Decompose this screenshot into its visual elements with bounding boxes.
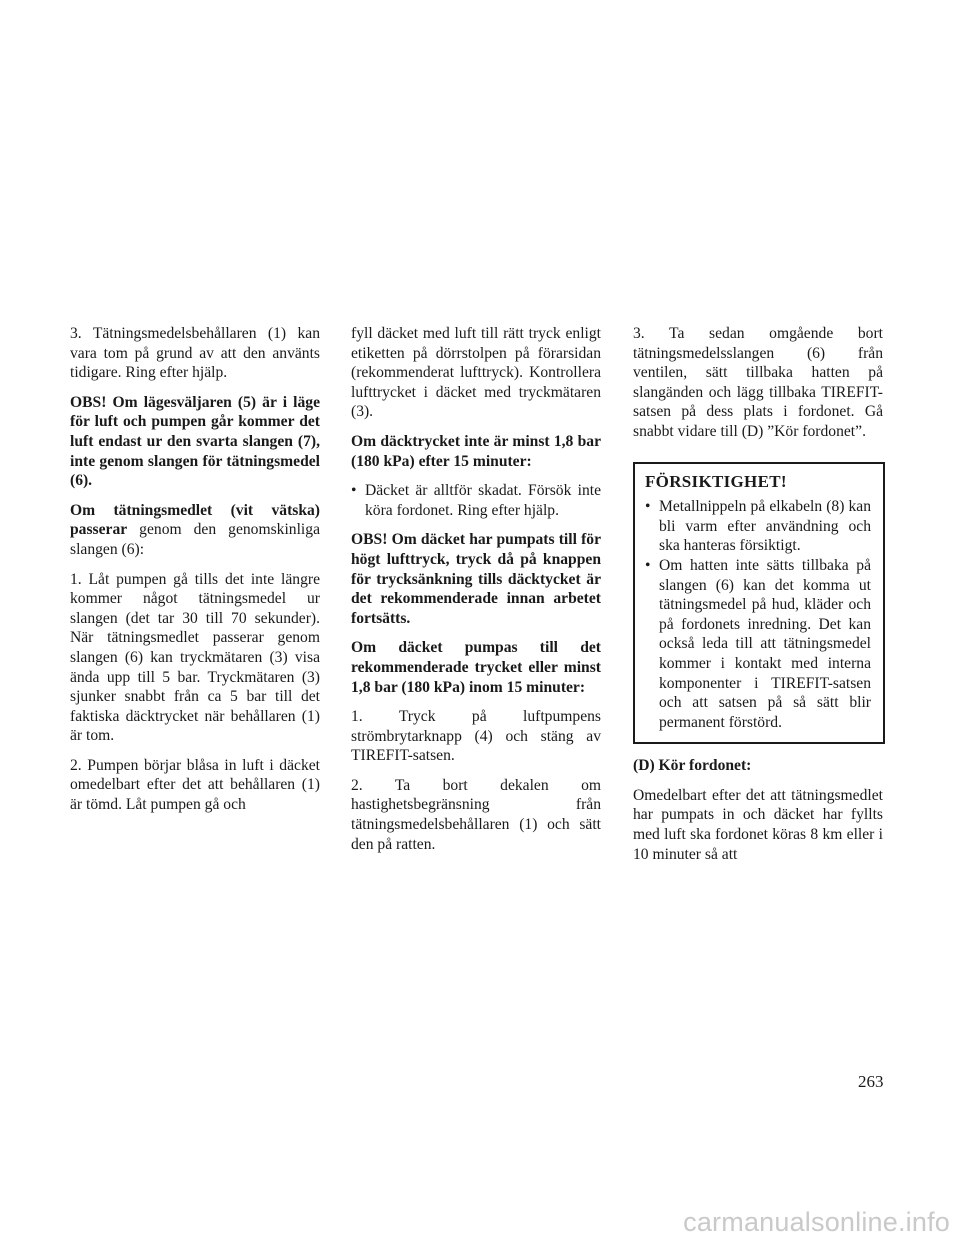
paragraph-rest: genom den genomskinliga slangen (6):: [70, 521, 320, 558]
bullet-list: [351, 481, 601, 520]
text-column-1: [70, 324, 320, 825]
list-item: [645, 556, 871, 732]
bullet-icon: •: [645, 498, 651, 516]
bullet-icon: •: [645, 556, 651, 574]
list-item-text: Däcket är alltför skadat. Försök inte köra fordonet. Ring efter hjälp.: [365, 482, 601, 519]
paragraph: 3. Ta sedan omgående bort tätningsmedelsslangen (6) från ventilen, sätt tillbaka hatten på slangänden och lägg tillbaka TIREFIT-satsen på dess plats i fordonet. Gå snabbt vidare till (D) ”Kör fordonet”.: [633, 325, 883, 440]
watermark: carmanualsonline.info: [683, 1207, 950, 1237]
list-item-text: Om hatten inte sätts tillbaka på slangen (6) kan det komma ut tätningsmedel på hud, kläder och på fordonets inredning. Det kan också leda till att tätningsmedel kommer i kontakt med interna komponenter i TIREFIT-satsen och att satsen på så sätt blir permanent förstörd.: [659, 556, 871, 731]
paragraph: 3. Tätningsmedelsbehållaren (1) kan vara tom på grund av att den använts tidigare. Ring efter hjälp.: [70, 325, 320, 382]
text-column-3: [633, 324, 883, 874]
paragraph-mixed: [70, 501, 320, 560]
subheading: Om däcket pumpas till det rekommenderade trycket eller minst 1,8 bar (180 kPa) inom 15 minuter:: [351, 639, 601, 696]
section-heading: (D) Kör fordonet:: [633, 757, 752, 775]
list-item-text: Metallnippeln på elkabeln (8) kan bli varm efter användning och ska hanteras försiktigt.: [659, 498, 871, 555]
paragraph: 2. Ta bort dekalen om hastighetsbegränsning från tätningsmedelsbehållaren (1) och sätt den på ratten.: [351, 776, 601, 853]
caution-title: FÖRSIKTIGHET!: [645, 471, 787, 491]
paragraph: Omedelbart efter det att tätningsmedlet har pumpats in och däcket har fyllts med luft ska fordonet köras 8 km eller i 10 minuter så att: [633, 786, 883, 863]
page-number: 263: [858, 1072, 884, 1091]
subheading: Om däcktrycket inte är minst 1,8 bar (180 kPa) efter 15 minuter:: [351, 432, 601, 470]
list-item: [351, 481, 601, 520]
note-paragraph: OBS! Om lägesväljaren (5) är i läge för luft och pumpen går kommer det luft endast ur den svarta slangen (7), inte genom slangen för tätningsmedel (6).: [70, 393, 320, 490]
bold-lead: Om tätningsmedlet (vit vätska) passerar: [70, 501, 320, 539]
caution-box: [633, 462, 885, 745]
paragraph: 1. Tryck på luftpumpens strömbrytarknapp (4) och stäng av TIREFIT-satsen.: [351, 708, 601, 765]
list-item: [645, 497, 871, 556]
paragraph: 1. Låt pumpen gå tills det inte längre kommer något tätningsmedel ur slangen (det tar 30 till 70 sekunder). När tätningsmedlet passerar genom slangen (6) kan tryckmätaren (3) visa ända upp till 5 bar. Tryckmätaren (3) sjunker snabbt från ca 5 bar till det faktiska däcktrycket när behållaren (1) är tom.: [70, 570, 320, 745]
note-paragraph: OBS! Om däcket har pumpats till för högt lufttryck, tryck då på knappen för trycksänkning tills däcktycket är det rekommenderade innan arbetet fortsätts.: [351, 531, 601, 627]
paragraph: 2. Pumpen börjar blåsa in luft i däcket omedelbart efter det att behållaren (1) är tömd. Låt pumpen gå och: [70, 756, 320, 814]
paragraph: fyll däcket med luft till rätt tryck enligt etiketten på dörrstolpen på förarsidan (rekommenderat lufttryck). Kontrollera lufttrycket i däcket med tryckmätaren (3).: [351, 325, 601, 421]
caution-list: [645, 497, 871, 732]
text-column-2: [351, 324, 601, 864]
bullet-icon: •: [351, 482, 357, 500]
